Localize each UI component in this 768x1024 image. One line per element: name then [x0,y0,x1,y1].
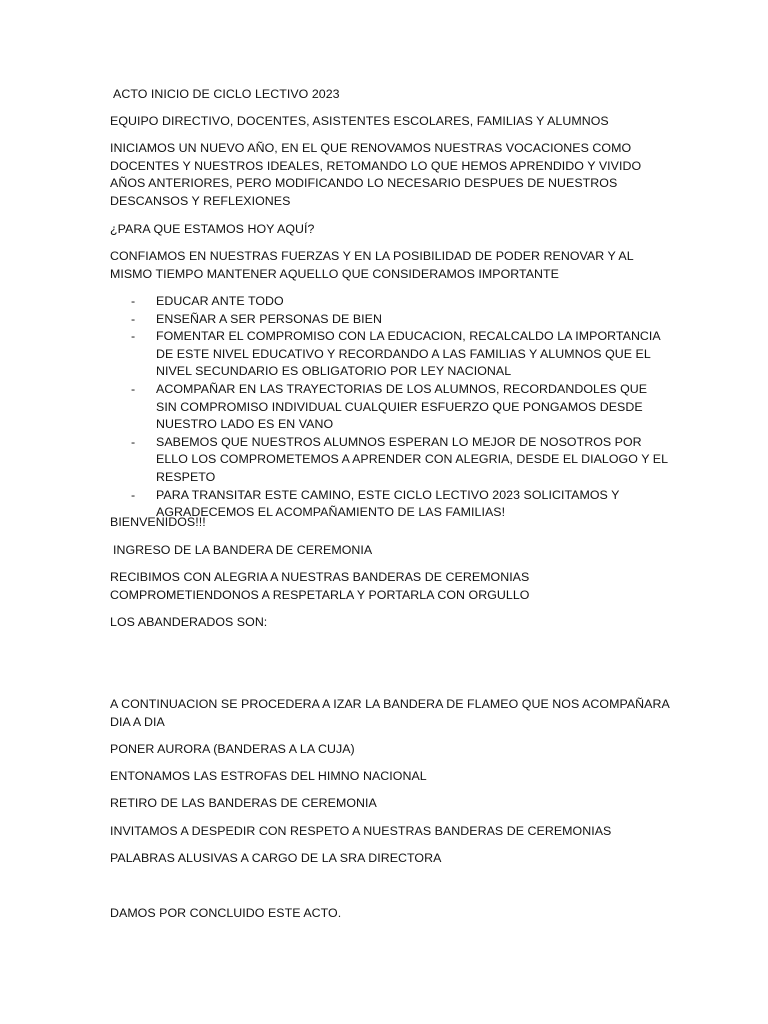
speech-paragraph: PALABRAS ALUSIVAS A CARGO DE LA SRA DIRECTORA [110,851,442,865]
welcome-paragraph: BIENVENIDOS!!! [110,515,206,529]
intro-paragraph: INICIAMOS UN NUEVO AÑO, EN EL QUE RENOVAMOS NUESTRAS VOCACIONES COMO DOCENTES Y NUESTROS IDEALES, RETOMANDO LO QUE HEMOS APRENDIDO Y VIVIDO AÑOS ANTERIORES, PERO MODIFICANDO LO NECESARIO DESPUES DE NUESTROS DESCANSOS Y REFLEXIONES [110,141,642,208]
dash-bullet: - [131,294,136,308]
aurora-paragraph: PONER AURORA (BANDERAS A LA CUJA) [110,742,355,756]
dash-bullet: - [131,311,136,326]
list-item [110,381,670,434]
flag-raise-paragraph: A CONTINUACION SE PROCEDERA A IZAR LA BANDERA DE FLAMEO QUE NOS ACOMPAÑARA DIA A DIA [110,697,670,729]
flag-entry-paragraph: INGRESO DE LA BANDERA DE CEREMONIA [113,543,373,557]
list-item-text: SABEMOS QUE NUESTROS ALUMNOS ESPERAN LO MEJOR DE NOSOTROS POR ELLO LOS COMPROMETEMOS A APRENDER CON ALEGRIA, DESDE EL DIALOGO Y EL RESPETO [156,434,668,484]
question-paragraph: ¿PARA QUE ESTAMOS HOY AQUÍ? [110,222,315,236]
goals-list [110,293,670,522]
list-item-text: EDUCAR ANTE TODO [156,294,284,308]
dash-bullet: - [131,487,136,502]
standard-bearers-paragraph: LOS ABANDERADOS SON: [110,615,268,629]
list-item [110,328,670,381]
greeting-paragraph: EQUIPO DIRECTIVO, DOCENTES, ASISTENTES ESCOLARES, FAMILIAS Y ALUMNOS [110,114,609,128]
list-item [110,293,670,311]
anthem-paragraph: ENTONAMOS LAS ESTROFAS DEL HIMNO NACIONAL [110,769,427,783]
list-item [110,434,670,487]
flag-reception-paragraph: RECIBIMOS CON ALEGRIA A NUESTRAS BANDERAS DE CEREMONIAS COMPROMETIENDONOS A RESPETARLA Y PORTARLA CON ORGULLO [110,570,530,602]
list-item-text: PARA TRANSITAR ESTE CAMINO, ESTE CICLO LECTIVO 2023 SOLICITAMOS Y AGRADECEMOS EL ACOMPAÑAMIENTO DE LAS FAMILIAS! [156,487,620,520]
document-title: ACTO INICIO DE CICLO LECTIVO 2023 [113,87,340,101]
dash-bullet: - [131,434,136,449]
dash-bullet: - [131,329,136,344]
confidence-paragraph: CONFIAMOS EN NUESTRAS FUERZAS Y EN LA POSIBILIDAD DE PODER RENOVAR Y AL MISMO TIEMPO MANTENER AQUELLO QUE CONSIDERAMOS IMPORTANTE [110,249,634,281]
dash-bullet: - [131,381,136,396]
list-item-text: FOMENTAR EL COMPROMISO CON LA EDUCACION, RECALCALDO LA IMPORTANCIA DE ESTE NIVEL EDUCATIVO Y RECORDANDO A LAS FAMILIAS Y ALUMNOS QUE EL NIVEL SECUNDARIO ES OBLIGATORIO POR LEY NACIONAL [156,329,661,379]
list-item [110,311,670,329]
flag-withdrawal-paragraph: RETIRO DE LAS BANDERAS DE CEREMONIA [110,796,377,810]
farewell-paragraph: INVITAMOS A DESPEDIR CON RESPETO A NUESTRAS BANDERAS DE CEREMONIAS [110,824,612,838]
closing-paragraph: DAMOS POR CONCLUIDO ESTE ACTO. [110,906,342,920]
list-item-text: ACOMPAÑAR EN LAS TRAYECTORIAS DE LOS ALUMNOS, RECORDANDOLES QUE SIN COMPROMISO INDIVIDUAL CUALQUIER ESFUERZO QUE PONGAMOS DESDE NUESTRO LADO ES EN VANO [156,381,648,432]
list-item-text: ENSEÑAR A SER PERSONAS DE BIEN [156,311,382,326]
